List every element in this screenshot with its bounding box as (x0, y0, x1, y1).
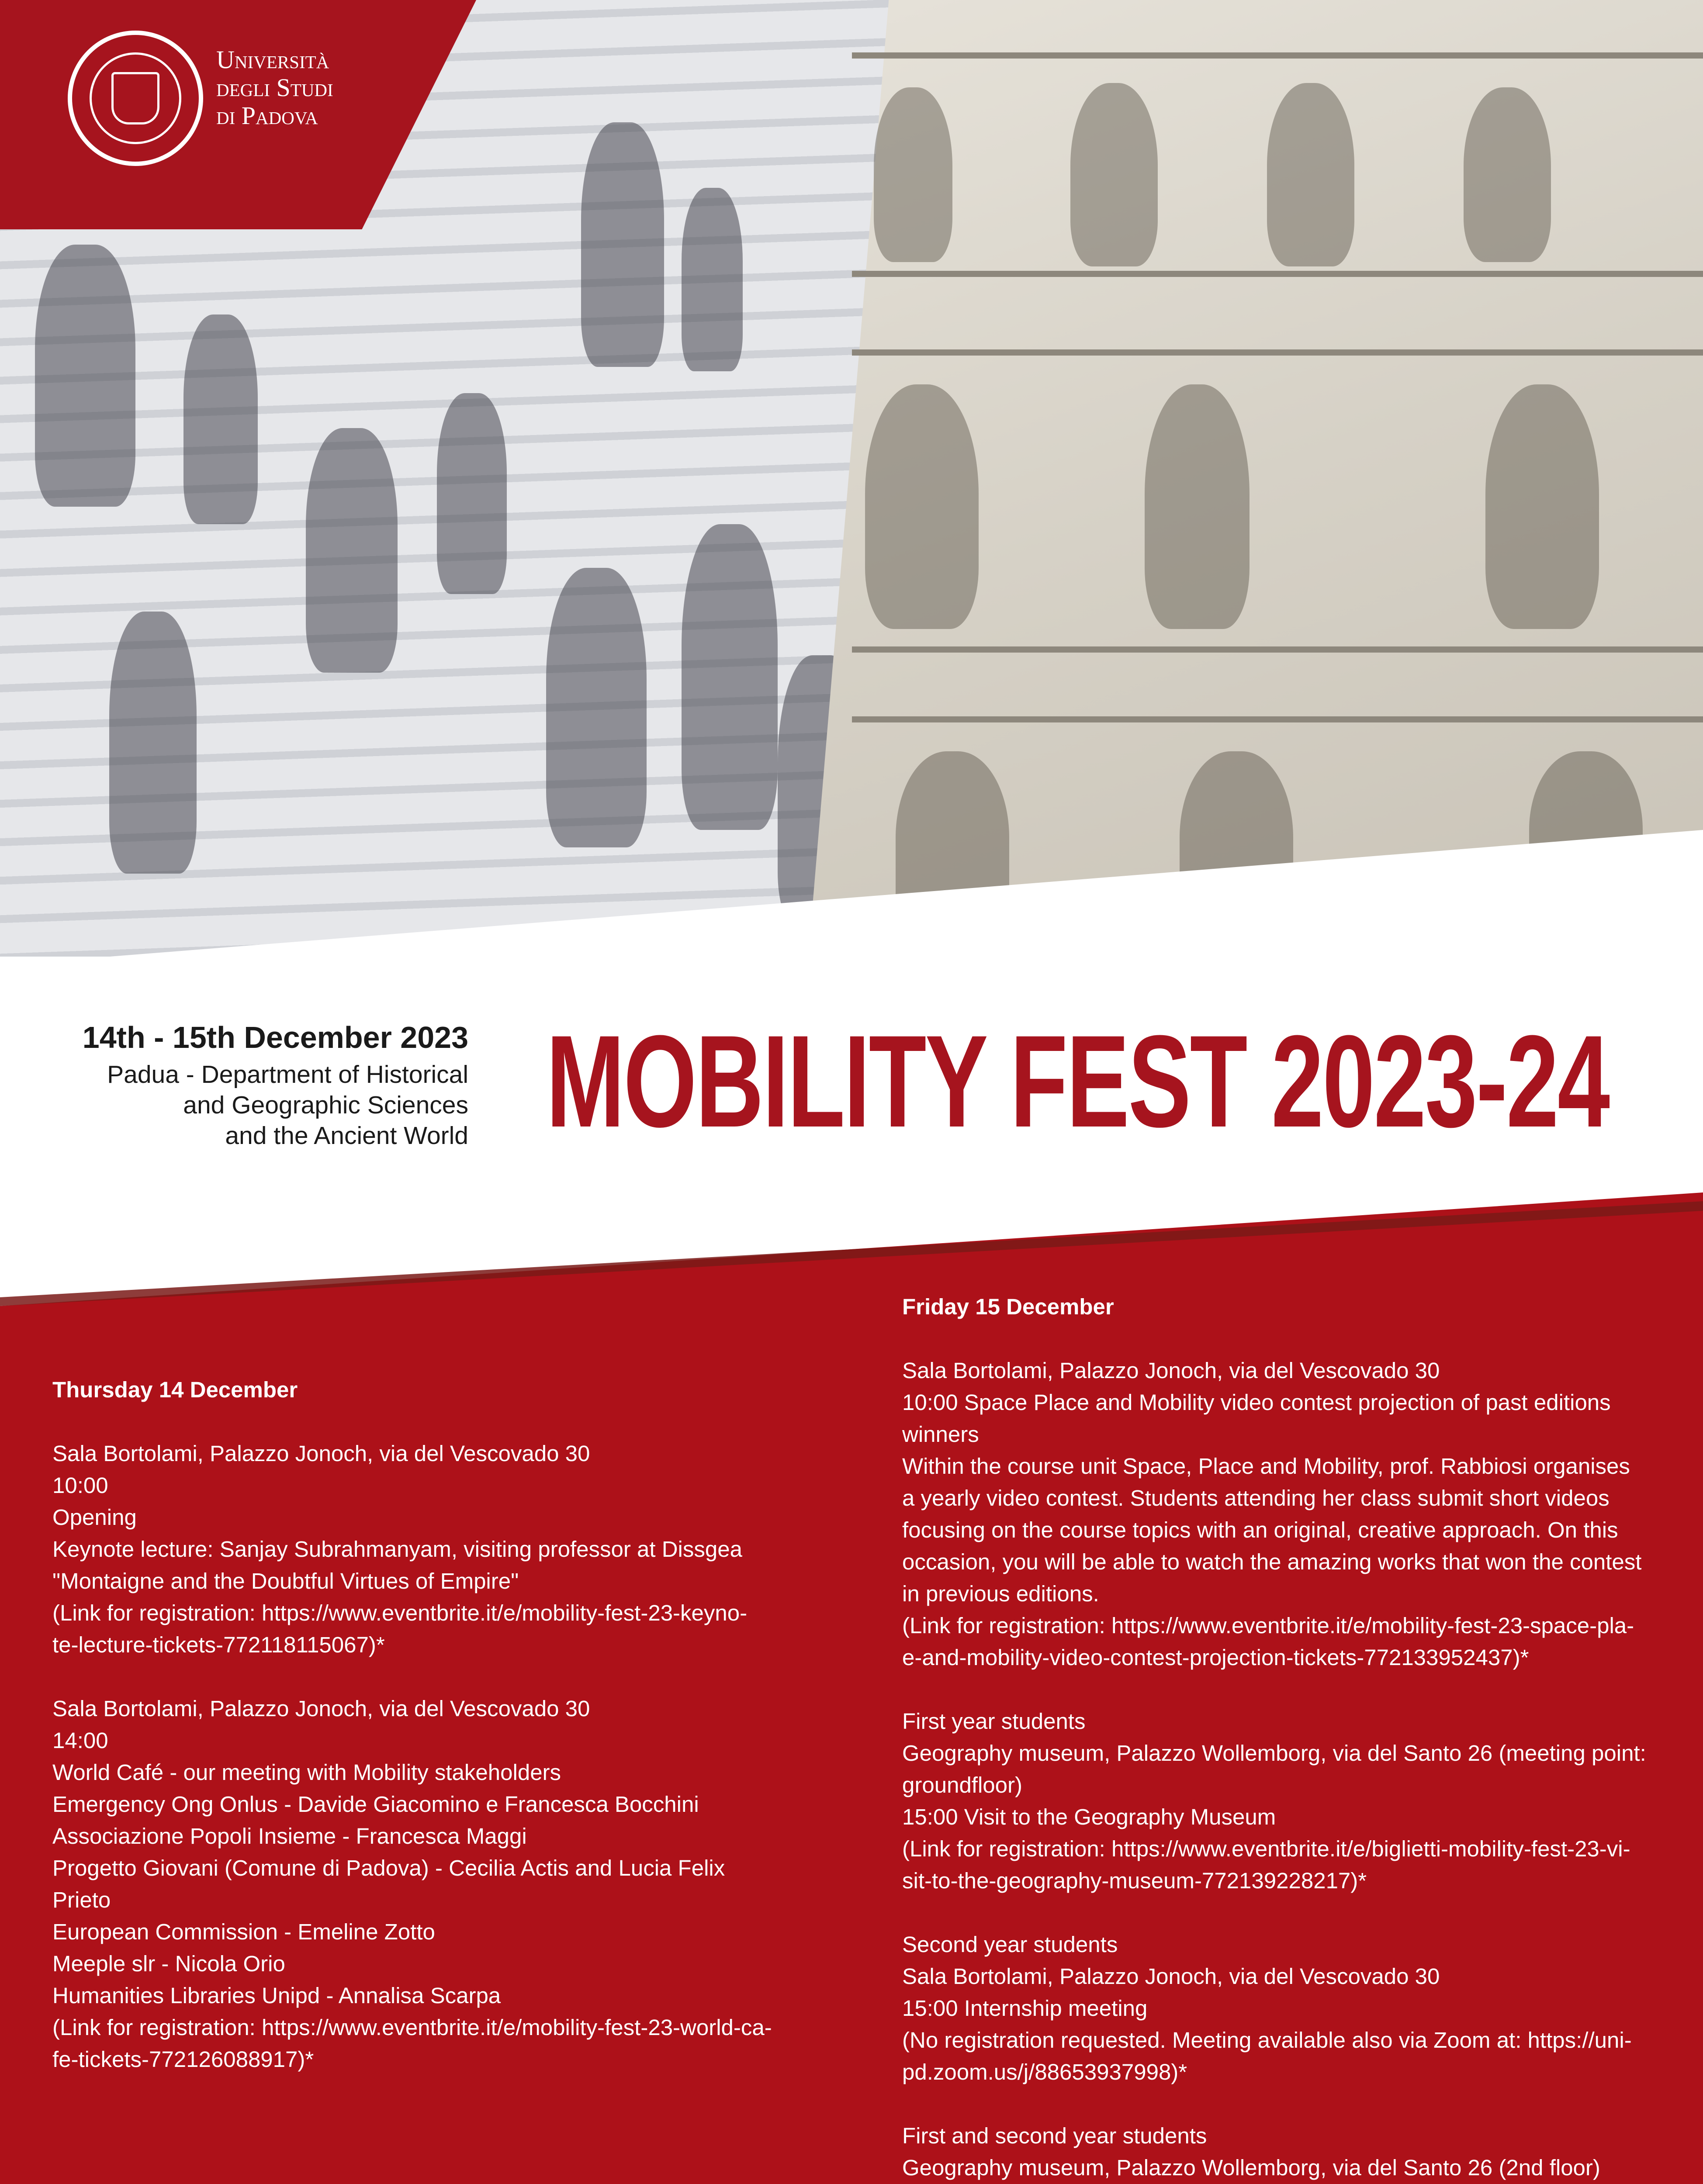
program-line: occasion, you will be able to watch the amazing works that won the contest (902, 1549, 1642, 1574)
program-line: First year students (902, 1709, 1086, 1734)
program-block (902, 2120, 1662, 2184)
program-line: Progetto Giovani (Comune di Padova) - Cecilia Actis and Lucia Felix Prieto (52, 1856, 725, 1912)
walking-person (35, 245, 135, 507)
engraving-border (852, 646, 1703, 653)
program-line: Sala Bortolami, Palazzo Jonoch, via del Vescovado 30 (52, 1696, 590, 1721)
walking-person (581, 122, 664, 367)
university-name-line: degli Studi (216, 73, 333, 102)
event-title: MOBILITY FEST 2023-24 (546, 1008, 1609, 1154)
program-line: 10:00 Space Place and Mobility video contest projection of past editions (902, 1390, 1611, 1415)
program-line: Sala Bortolami, Palazzo Jonoch, via del Vescovado 30 (902, 1964, 1440, 1989)
program-line: 14:00 (52, 1728, 108, 1753)
friday-column (902, 1291, 1662, 2184)
walking-person (682, 524, 778, 830)
program-line: World Café - our meeting with Mobility stakeholders (52, 1760, 561, 1785)
program-line: winners (902, 1422, 979, 1447)
registration-link[interactable]: e-and-mobility-video-contest-projection-tickets-772133952437)* (902, 1645, 1529, 1670)
university-name-line: Università (216, 45, 329, 74)
zoom-link[interactable]: pd.zoom.us/j/88653937998)* (902, 2060, 1187, 2084)
event-venue (0, 1059, 468, 1151)
engraving-border (852, 52, 1703, 59)
university-name (216, 46, 443, 130)
day-heading: Thursday 14 December (52, 1377, 298, 1402)
registration-link[interactable]: (Link for registration: https://www.eventbrite.it/e/biglietti-mobility-fest-23-vi- (902, 1836, 1630, 1861)
program-line: 10:00 (52, 1473, 108, 1498)
engraving-figure (874, 87, 952, 262)
program-line: Geography museum, Palazzo Wollemborg, via del Santo 26 (meeting point: (902, 1741, 1646, 1766)
program-line: Humanities Libraries Unipd - Annalisa Scarpa (52, 1983, 501, 2008)
engraving-figure (1070, 83, 1158, 266)
program-line: Keynote lecture: Sanjay Subrahmanyam, visiting professor at Dissgea (52, 1537, 742, 1562)
program-line: European Commission - Emeline Zotto (52, 1919, 435, 1944)
walking-person (682, 188, 743, 371)
walking-person (546, 568, 647, 847)
engraving-figure (1485, 384, 1599, 629)
program-line: Associazione Popoli Insieme - Francesca Maggi (52, 1824, 527, 1849)
program-block (52, 1438, 778, 1661)
program-line: Meeple slr - Nicola Orio (52, 1951, 285, 1976)
walking-person (109, 612, 197, 874)
engraving-border (852, 349, 1703, 356)
program-line: "Montaigne and the Doubtful Virtues of Empire" (52, 1569, 519, 1593)
walking-person (183, 314, 258, 524)
program-line: Sala Bortolami, Palazzo Jonoch, via del Vescovado 30 (902, 1358, 1440, 1383)
registration-link[interactable]: fe-tickets-772126088917)* (52, 2047, 314, 2072)
registration-link[interactable]: sit-to-the-geography-museum-772139228217)* (902, 1868, 1367, 1893)
program-block (902, 1705, 1662, 1897)
university-seal-emblem (111, 72, 159, 124)
engraving-figure (1145, 384, 1250, 629)
registration-link[interactable]: (Link for registration: https://www.eventbrite.it/e/mobility-fest-23-space-pla- (902, 1613, 1634, 1638)
program-line: Within the course unit Space, Place and Mobility, prof. Rabbiosi organises (902, 1454, 1630, 1479)
event-venue-line: and Geographic Sciences (183, 1091, 468, 1119)
engraving-border (852, 271, 1703, 277)
engraving-border (852, 716, 1703, 722)
program-line: Second year students (902, 1932, 1118, 1957)
thursday-column (52, 1374, 778, 2075)
program-line: Sala Bortolami, Palazzo Jonoch, via del Vescovado 30 (52, 1441, 590, 1466)
registration-link[interactable]: (Link for registration: https://www.eventbrite.it/e/mobility-fest-23-world-ca- (52, 2015, 772, 2040)
program-line: 15:00 Internship meeting (902, 1996, 1148, 2021)
zoom-link[interactable]: (No registration requested. Meeting available also via Zoom at: https://uni- (902, 2028, 1632, 2053)
day-heading: Friday 15 December (902, 1294, 1114, 1319)
program-line: Emergency Ong Onlus - Davide Giacomino e Francesca Bocchini (52, 1792, 699, 1817)
program-line: Geography museum, Palazzo Wollemborg, via del Santo 26 (2nd floor) (902, 2155, 1600, 2180)
engraving-figure (1267, 83, 1354, 266)
engraving-figure (1464, 87, 1551, 262)
event-venue-line: and the Ancient World (225, 1122, 468, 1150)
program-line: 15:00 Visit to the Geography Museum (902, 1804, 1276, 1829)
event-venue-line: Padua - Department of Historical (107, 1061, 468, 1089)
university-name-line: di Padova (216, 101, 318, 130)
program-block (902, 1928, 1662, 2088)
program-block (902, 1355, 1662, 1673)
program-block (52, 1693, 778, 2075)
program-line: a yearly video contest. Students attending her class submit short videos (902, 1486, 1610, 1510)
program-line: in previous editions. (902, 1581, 1099, 1606)
walking-person (306, 428, 398, 673)
registration-link[interactable]: (Link for registration: https://www.eventbrite.it/e/mobility-fest-23-keyno- (52, 1600, 748, 1625)
program-line: groundfloor) (902, 1773, 1022, 1797)
program-line: Opening (52, 1505, 137, 1530)
walking-person (437, 393, 507, 594)
engraving-figure (865, 384, 979, 629)
registration-link[interactable]: te-lecture-tickets-772118115067)* (52, 1632, 385, 1657)
program-line: First and second year students (902, 2123, 1207, 2148)
program-line: focusing on the course topics with an original, creative approach. On this (902, 1517, 1618, 1542)
event-dates: 14th - 15th December 2023 (82, 1020, 468, 1054)
